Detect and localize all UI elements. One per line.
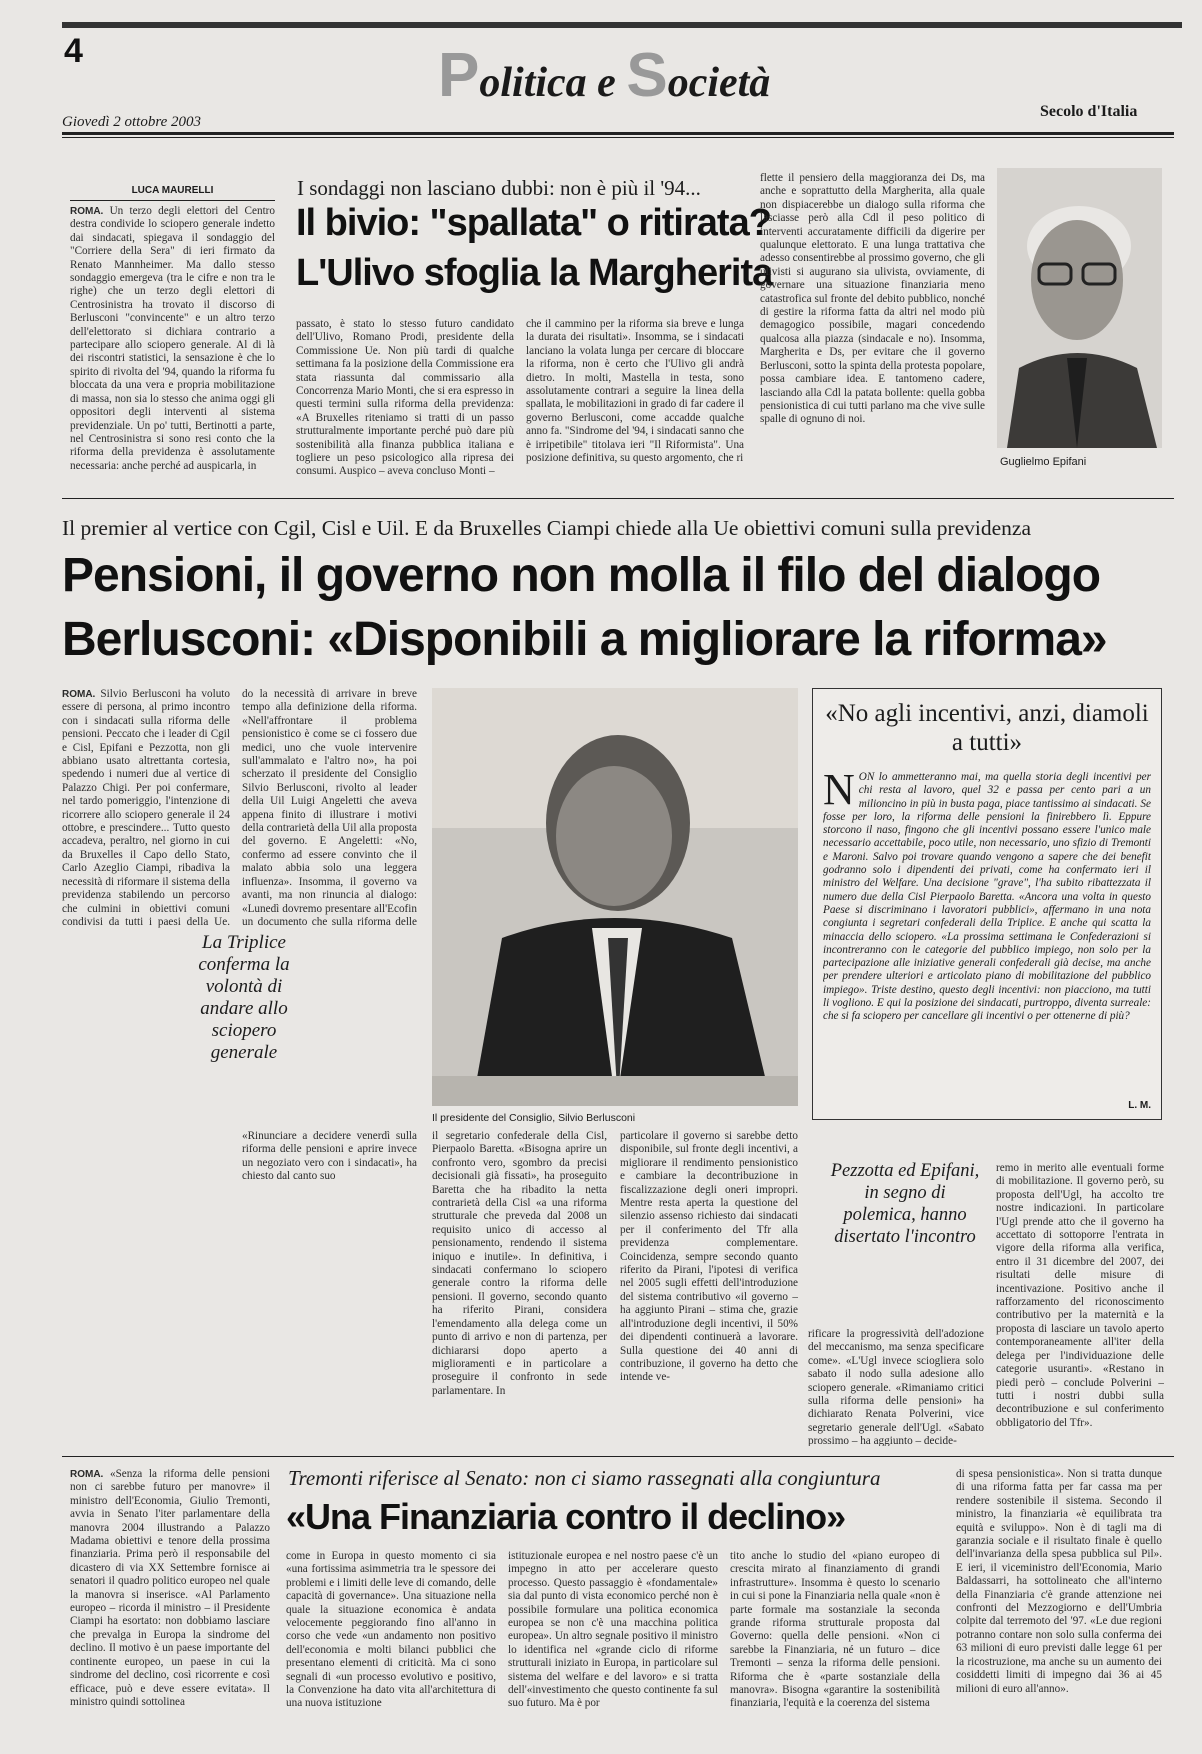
- epifani-portrait-illustration: [997, 168, 1162, 448]
- main-article-headline-line-2: Berlusconi: «Disponibili a migliorare la riforma»: [62, 613, 1107, 666]
- top-article-dateline: ROMA.: [70, 206, 104, 217]
- top-article-column-1: ROMA. Un terzo degli elettori del Centro destra condivide lo sciopero generale indetto dai sindacati, spiegava il sondaggio del "Corriere della Sera" di ieri firmato da Renato Mannheimer. Ma dallo stesso sondaggio emergeva (tra le cifre e non tra le righe) che un terzo degli elettori di Centrosinistra ha trovato il discorso di Berlusconi "convincente" e un altro terzo dell'elettorato si dichiara contrario a partecipare allo sciopero generale. Al di là dei riscontri statistici, la sensazione è che lo spirito di rivolta del '94, quando la riforma fu bloccata da una vera e propria mobilitazione di massa, non sia lo stesso che anima oggi gli oppositori degli interventi al sistema previdenziale. Un po' tutti, Bertinotti a parte, nel Centrosinistra si sono resi conto che la riforma della previdenza è assolutamente necessaria: anche perché ad auspicarla, in: [70, 205, 275, 472]
- bottom-article-dateline: ROMA.: [70, 1469, 104, 1480]
- section-title-societa: ocietà: [667, 60, 771, 106]
- section-title: [438, 40, 771, 110]
- main-article-kicker: Il premier al vertice con Cgil, Cisl e Uil. E da Bruxelles Ciampi chiede alla Ue obiettivi comuni sulla previdenza: [62, 516, 1032, 540]
- sidebar-title: «No agli incentivi, anzi, diamoli a tutti»: [825, 700, 1149, 756]
- pullquote-pezzotta: Pezzotta ed Epifani, in segno di polemica, hanno disertato l'incontro: [830, 1161, 980, 1247]
- top-article-column-3: che il cammino per la riforma sia breve e lunga la durata dei risultati». Insomma, se i sindacati lanciano la volata lunga per cercare di bloccare la riforma, non è certo che l'Ulivo gli andrà dietro. In molti, Mastella in testa, sono assolutamente contrari a seguire la linea della spallata, le mobilitazioni in grado di far cadere il governo Berlusconi, come accadde qualche anno fa. "Sindrome del '94, i sindacati sanno che è irripetibile" titolava ieri "Il Riformista". Una posizione definitiva, su questo argomento, che ri: [526, 318, 744, 465]
- bottom-article-column-3: istituzionale europea e nel nostro paese c'è un impegno in atto per accelerare questo processo. Questo passaggio è «fondamentale» sia dal punto di vista economico perché non è possibile formulare una politica economica europea se non c'è una macchina politica europea». Un altro segnale positivo il ministro lo identifica nel «grande ciclo di riforme strutturali iniziato in Europa, in particolare sul sistema del welfare e del lavoro» e si tratta dell'«investimento che questo continente fa sul suo futuro. Ma è por: [508, 1550, 718, 1710]
- pullquote-triplice: La Triplice conferma la volontà di andare allo sciopero generale: [198, 932, 290, 1063]
- header-top-rule: [62, 22, 1182, 28]
- section-title-politica: olitica e: [479, 60, 627, 106]
- bottom-article-headline: «Una Finanziaria contro il declino»: [286, 1496, 846, 1537]
- bottom-article-column-2: come in Europa in questo momento ci sia «una fortissima asimmetria tra le spessore dei problemi e i limiti delle leve di comando, delle capacità di governance». Una situazione nella quale la situazione economica è andata velocemente peggiorando fino all'anno in corso che vede «un andamento non positivo dell'economia e molti bilanci pubblici che presentano elementi di criticità. Ma ci sono segnali di «un processo evolutivo e positivo, la Convenzione ha dato vita all'architettura di una nuova istituzione: [286, 1550, 496, 1710]
- section-title-initial-p: P: [438, 41, 480, 110]
- sidebar-body: NON lo ammetteranno mai, ma quella storia degli incentivi per chi resta al lavoro, quel 32 e passa per cento pari a un milioncino in più in busta paga, piace tantissimo ai sindacati. Se fosse per loro, la riforma delle pensioni la finirebbero lì. Eppure storcono il naso, fingono che gli incentivi possano essere l'unico male necessario accettabile, poco utile, non necessario, uno sfizio di Tremonti e Maroni. Salvo poi trovare quando vengono a sapere che dei benefit godranno solo i dipendenti dei privati, come ha confermato ieri il ministro del Welfare. Una decisione "grave", l'ha subito ribattezzata il numero due della Cisl Pierpaolo Baretta. «Ancora una volta in questo Paese si discriminano i lavoratori pubblici», affermano in una nota congiunta i segretari confederali della Triplice. E anche qui scatta la minaccia dello sciopero. «La prossima settimana le Confederazioni si incontreranno con le categorie del pubblico impiego, non solo per la partecipazione alle iniziative generali confederali già decise, ma anche per prendere ulteriori e articolato piano di mobilitazione del pubblico impiego». Triste destino, questo degli incentivi: non piacciono, ma tutti li vogliono. E qui la posizione dei sindacati, purtroppo, diventa surreale: che si fa sciopero per cancellare gli incentivi o per ottenerne di più?: [823, 771, 1151, 1023]
- byline-rule: [70, 200, 275, 201]
- main-article-column-2-continued: [318, 930, 418, 1126]
- main-article-column-2: do la necessità di arrivare in breve tempo alla definizione della riforma. «Nell'affrontare il problema pensionistico è come se ci fossero due medici, uno che vuole intervenire sull'ammalato e l'altro no», ha poi scherzato il presidente del Consiglio Silvio Berlusconi, rivolto al leader della Uil Luigi Angeletti che aveva appena finito di illustrare i motivi della contrarietà della Uil alla proposta del governo. E Angeletti: «No, confermo ad essere convinto che il malato abbia solo una leggera influenza». Insomma, il governo va avanti, ma non rinuncia al dialogo: «Lunedì dovremo presentare all'Ecofin un documento che sulla riforma delle: [242, 688, 417, 928]
- top-article-column-4: flette il pensiero della maggioranza dei Ds, ma anche e soprattutto della Margherita, alla quale non dispiacerebbe un dialogo sulla riforma che lasciasse però alla Cdl il peso politico di interventi accuratamente difficili da digerire per qualunque elettorato. E una lunga trattativa che adesso consentirebbe al prossimo governo, che gli ulivisti si augurano sia ulivista, ovviamente, di governare una situazione finanziaria meno catastrofica sul fronte del debito pubblico, nonché di gestire la riforma fatta da altri nel modo più demagogico possibile, magari concedendo qualcosa alla piazza (sindacale e no). Insomma, Margherita e Ds, per evitare che il governo Berlusconi, sotto la spinta della protesta popolare, possa cambiare idea. E tantomeno cadere, lasciando alla Cdl la patata bollente: quella gobba pensionistica di cui tutti parlano ma che vive sulle spalle di ognuno di noi.: [760, 172, 985, 426]
- header-bottom-rule-thin: [62, 137, 1174, 138]
- top-article-byline: LUCA MAURELLI: [131, 185, 214, 196]
- header-bottom-rule: [62, 132, 1174, 135]
- berlusconi-photo-caption: Il presidente del Consiglio, Silvio Berlusconi: [432, 1112, 636, 1124]
- main-article-column-1: ROMA. Silvio Berlusconi ha voluto essere di persona, al primo incontro con i sindacati sulla riforma delle pensioni. Peccato che i leader di Cgil e Cisl, Epifani e Pezzotta, non gli abbiano usato altrettanta cortesia, spedendo i numeri due al vertice di Palazzo Chigi. Per poi confermare, nel tardo pomeriggio, l'intenzione di ricorrere allo sciopero generale il 24 ottobre, e prescindere... Tutto questo accadeva, peraltro, nel giorno in cui da Bruxelles il Capo dello Stato, Carlo Azeglio Ciampi, ribadiva la necessità di riformare il sistema della previdenza stabilendo un percorso che culmini in obiettivi comuni condivisi da tutti i paesi della Ue.: [62, 688, 230, 928]
- sidebar-dropcap: N: [823, 771, 855, 814]
- main-article-column-3: il segretario confederale della Cisl, Pierpaolo Baretta. «Bisogna aprire un confronto vero, sgombro da precisi decisionali già fissati», ha proseguito Baretta che ha ribadito la netta contrarietà della Cisl «a una riforma strutturale che preveda dal 2008 un requisito unico di accesso al pensionamento, rendendo il sistema iniquo e inutile». In definitiva, i sindacati confermano lo sciopero generale contro la riforma delle pensioni. Il governo, secondo quanto ha riferito Pirani, considera l'emendamento alla delega come un punto di arrivo e non di partenza, per dichiararsi dopo aperto a miglioramenti e in particolare a proseguire il confronto in sede parlamentare. In: [432, 1130, 607, 1397]
- main-article-column-4: particolare il governo si sarebbe detto disponibile, sul fronte degli incentivi, a migliorare il rendimento pensionistico e cambiare la decontribuzione in fiscalizzazione degli oneri impropri. Mentre resta aperta la questione del silenzio assenso richiesto dai sindacati per il conferimento del Tfr alla previdenza complementare. Coincidenza, sempre secondo quanto riferito da Pirani, l'ipotesi di verifica nel 2005 sugli effetti dell'introduzione del sistema contributivo «il governo – ha aggiunto Pirani – stima che, grazie all'introduzione degli incentivi, il 50% dei dipendenti continuerà a lavorare. Sulla questione dei 40 anni di contribuzione, il governo ha detto che intende ve-: [620, 1130, 798, 1384]
- epifani-photo-caption: Guglielmo Epifani: [1000, 456, 1087, 468]
- main-article-column-2-tail: «Rinunciare a decidere venerdì sulla riforma delle pensioni e aprire invece un negoziato vero con i sindacati», ha chiesto dal canto suo: [242, 1130, 417, 1183]
- main-article-column-6: remo in merito alle eventuali forme di mobilitazione. Il governo però, su proposta dell'Ugl, ha accolto tre nostre indicazioni. In particolare l'Ugl prende atto che il governo ha accettato di sottoporre l'entrata in vigore della riforma alla verifica, entro il 31 dicembre del 2007, dei risultati delle misure di incentivazione. Positivo anche il rafforzamento del riconoscimento contributivo per la maternità e la proposta di lasciare un tavolo aperto contemporaneamente all'iter della delega per l'individuazione delle categorie usuranti». «Restano in piedi però – conclude Polverini – tutti i nostri dubbi sulla decontribuzione e sul conferimento obbligatorio del Tfr».: [996, 1162, 1164, 1429]
- main-article-bottom-rule: [62, 1456, 1174, 1457]
- top-article-bottom-rule: [62, 498, 1174, 499]
- masthead: Secolo d'Italia: [1040, 103, 1138, 120]
- issue-date: Giovedì 2 ottobre 2003: [62, 114, 202, 130]
- main-article-headline-line-1: Pensioni, il governo non molla il filo del dialogo: [62, 549, 1101, 602]
- main-article-column-5: rificare la progressività dell'adozione del meccanismo, ma senza specificare come». «L'Ugl invece sciogliera solo sabato il nodo sulla adesione allo sciopero generale. «Rimaniamo critici sulla riforma delle pensioni» ha dichiarato Renata Polverini, vice segretario generale dell'Ugl. «Sabato prossimo – ha aggiunto – decide-: [808, 1328, 984, 1446]
- top-article-headline-line-1: Il bivio: "spallata" o ritirata?: [296, 202, 771, 244]
- top-article-headline-line-2: L'Ulivo sfoglia la Margherita: [296, 252, 773, 294]
- top-article-column-2: passato, è stato lo stesso futuro candidato dell'Ulivo, Romano Prodi, presidente della Commissione Ue. Non più tardi di qualche settimana fa la posizione della Commissione era stata riassunta dal commissario alla Concorrenza Mario Monti, che si era espresso in questi termini sulla riforma della previdenza: «A Bruxelles riteniamo si tratti di un passo strutturalmente importante perché può dare più sostenibilità alla finanza pubblica italiana e togliere un peso psicologico alla ripresa dei consumi. Auspico – aveva concluso Monti –: [296, 318, 514, 478]
- bottom-article-column-1: ROMA. «Senza la riforma delle pensioni non ci sarebbe futuro per manovre» il ministro dell'Economia, Giulio Tremonti, avvia in Senato l'iter parlamentare della manovra 2004 illustrando a Palazzo Madama obiettivi e tenore della prossima finanziaria. Prima però il responsabile del dicastero di via XX Settembre fornisce ai senatori il quadro politico europeo nel quale la manovra si inserisce. «Al Parlamento europeo – ricorda il ministro – il Presidente Ciampi ha esortato: non dobbiamo lasciare che prevalga in Europa la sindrome del declino. Il motivo è un paese importante del continente europeo, un paese in cui la sindrome del declino, così ricorrente e così efficace, può e deve essere evitata». Il ministro quindi sottolinea: [70, 1468, 270, 1708]
- epifani-photo: [997, 168, 1162, 448]
- berlusconi-portrait-illustration: [432, 688, 798, 1106]
- sidebar-box: [812, 688, 1162, 1120]
- bottom-article-column-5: di spesa pensionistica». Non si tratta dunque di una riforma fatta per far cassa ma per rendere sostenibile il sistema. Secondo il ministro, la finanziaria «è equilibrata tra equità e sviluppo». Non è di tagli ma di garanzia sociale e il risultato finale è quello dell'invarianza della spesa pubblica sul Pil». E ieri, il viceministro dell'Economia, Mario Baldassarri, ha sottolineato che all'interno della Finanziaria c'è grande attenzione nei confronti del Mezzogiorno e dell'Umbria colpite dal terremoto del '97. «Le due regioni potranno contare non solo sulla conferma dei 63 milioni di euro previsti dalle legge 61 per la ricostruzione, ma anche su un aumento dei cosiddetti limiti di impegno dai 36 ai 45 milioni di euro all'anno».: [956, 1468, 1162, 1695]
- berlusconi-photo: [432, 688, 798, 1106]
- main-article-column-1-bottom: [62, 1130, 230, 1446]
- top-article-kicker: I sondaggi non lasciano dubbi: non è più il '94...: [297, 176, 701, 200]
- sidebar-signature: L. M.: [1128, 1100, 1151, 1111]
- bottom-article-kicker: Tremonti riferisce al Senato: non ci siamo rassegnati alla congiuntura: [288, 1466, 881, 1490]
- main-article-dateline: ROMA.: [62, 689, 96, 700]
- main-article-column-1-continued: [62, 930, 182, 1126]
- page-number: 4: [64, 32, 83, 70]
- section-title-initial-s: S: [626, 41, 668, 110]
- bottom-article-column-4: tito anche lo studio del «piano europeo di crescita mirato al finanziamento di grandi infrastrutture». Insomma è questo lo scenario in cui si pone la Finanziaria nella quale «non è parte formale ma sostanziale la seconda grande riforma strutturale proposta dal Governo: quella delle pensioni. «Non ci sarebbe la Finanziaria, né un futuro – dice Tremonti – senza la riforma delle pensioni. Riforma che è «parte sostanziale della manovra». Bisogna «garantire la sostenibilità finanziaria, l'equità e la coerenza del sistema: [730, 1550, 940, 1710]
